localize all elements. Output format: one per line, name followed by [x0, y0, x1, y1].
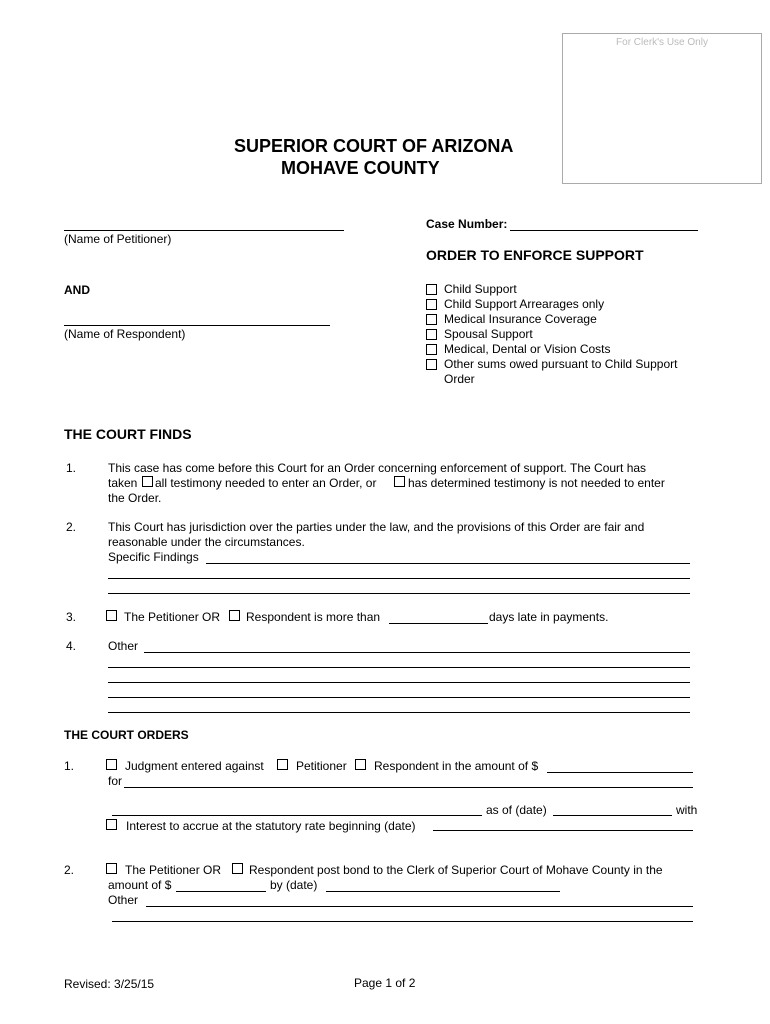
finds-item-2-line1: This Court has jurisdiction over the parties under the law, and the provisions of this Order are fair and: [108, 520, 645, 534]
bond-date-field[interactable]: [326, 891, 560, 892]
specific-findings-line[interactable]: [108, 578, 690, 579]
support-type-label: Medical, Dental or Vision Costs: [444, 342, 611, 356]
case-number-field[interactable]: [510, 230, 698, 231]
finds-item-3-petitioner: The Petitioner OR: [124, 610, 221, 624]
bond-respondent-label: Respondent post bond to the Clerk of Superior Court of Mohave County in the: [249, 863, 663, 877]
court-orders-heading: THE COURT ORDERS: [64, 728, 189, 742]
clerk-use-box: [562, 33, 762, 184]
interest-checkbox[interactable]: [106, 819, 117, 830]
finds-item-1-line3: the Order.: [108, 491, 162, 505]
support-type-label: Medical Insurance Coverage: [444, 312, 597, 326]
specific-findings-line[interactable]: [108, 593, 690, 594]
with-label: with: [676, 803, 698, 817]
finds-item-1-option-a: all testimony needed to enter an Order, or: [155, 476, 377, 490]
petitioner-label: (Name of Petitioner): [64, 232, 172, 246]
support-type-label: Spousal Support: [444, 327, 533, 341]
judgment-for-line[interactable]: [112, 815, 482, 816]
bond-other-line[interactable]: [112, 921, 693, 922]
respondent-label: (Name of Respondent): [64, 327, 186, 341]
other-sums-checkbox[interactable]: [426, 359, 437, 370]
support-type-label: Other sums owed pursuant to Child Support: [444, 357, 678, 371]
judgment-for-line[interactable]: [124, 787, 693, 788]
and-label: AND: [64, 283, 90, 297]
bond-amount-field[interactable]: [176, 891, 266, 892]
finds-item-1-line1: This case has come before this Court for an Order concerning enforcement of support. The Court has: [108, 461, 647, 475]
finds-item-3-days: days late in payments.: [489, 610, 609, 624]
judgment-petitioner-checkbox[interactable]: [277, 759, 288, 770]
as-of-date-label: as of (date): [486, 803, 547, 817]
testimony-not-needed-checkbox[interactable]: [394, 476, 405, 487]
finds-item-4-number: 4.: [66, 639, 77, 653]
judgment-respondent-checkbox[interactable]: [355, 759, 366, 770]
specific-findings-label: Specific Findings: [108, 550, 199, 564]
finds-item-2-line2: reasonable under the circumstances.: [108, 535, 305, 549]
judgment-amount-field[interactable]: [547, 772, 693, 773]
medical-insurance-checkbox[interactable]: [426, 314, 437, 325]
all-testimony-checkbox[interactable]: [142, 476, 153, 487]
bond-other-line[interactable]: [146, 906, 693, 907]
medical-costs-checkbox[interactable]: [426, 344, 437, 355]
petitioner-name-line[interactable]: [64, 230, 344, 231]
interest-date-field[interactable]: [433, 830, 693, 831]
court-finds-heading: THE COURT FINDS: [64, 426, 192, 442]
finds-item-1-number: 1.: [66, 461, 77, 475]
bond-respondent-checkbox[interactable]: [232, 863, 243, 874]
days-late-field[interactable]: [389, 623, 488, 624]
late-respondent-checkbox[interactable]: [229, 610, 240, 621]
bond-amount-label: amount of $: [108, 878, 172, 892]
judgment-label: Judgment entered against: [125, 759, 264, 773]
arrearages-checkbox[interactable]: [426, 299, 437, 310]
respondent-name-line[interactable]: [64, 325, 330, 326]
bond-petitioner-label: The Petitioner OR: [125, 863, 222, 877]
finds-other-line[interactable]: [108, 667, 690, 668]
judgment-for-label: for: [108, 774, 123, 788]
finds-item-3-number: 3.: [66, 610, 77, 624]
finds-item-1-option-b: has determined testimony is not needed to enter: [408, 476, 665, 490]
county-title: MOHAVE COUNTY: [281, 158, 440, 178]
clerk-use-label: For Clerk's Use Only: [616, 37, 708, 48]
orders-item-2-number: 2.: [64, 863, 75, 877]
finds-other-line[interactable]: [108, 682, 690, 683]
bond-date-label: by (date): [270, 878, 318, 892]
late-petitioner-checkbox[interactable]: [106, 610, 117, 621]
support-type-label: Order: [444, 372, 475, 386]
finds-other-line[interactable]: [108, 697, 690, 698]
bond-petitioner-checkbox[interactable]: [106, 863, 117, 874]
spousal-support-checkbox[interactable]: [426, 329, 437, 340]
finds-other-line[interactable]: [144, 652, 690, 653]
revised-date: Revised: 3/25/15: [64, 977, 155, 991]
finds-item-1-taken: taken: [108, 476, 138, 490]
specific-findings-line[interactable]: [206, 563, 690, 564]
bond-other-label: Other: [108, 893, 139, 907]
finds-item-2-number: 2.: [66, 520, 77, 534]
court-title: SUPERIOR COURT OF ARIZONA: [234, 136, 514, 156]
as-of-date-field[interactable]: [553, 815, 672, 816]
support-type-label: Child Support: [444, 282, 517, 296]
case-number-label: Case Number:: [426, 217, 508, 231]
page-number: Page 1 of 2: [354, 976, 416, 990]
judgment-checkbox[interactable]: [106, 759, 117, 770]
finds-other-line[interactable]: [108, 712, 690, 713]
finds-item-3-respondent: Respondent is more than: [246, 610, 381, 624]
finds-other-label: Other: [108, 639, 139, 653]
child-support-checkbox[interactable]: [426, 284, 437, 295]
judgment-petitioner-label: Petitioner: [296, 759, 347, 773]
judgment-respondent-label: Respondent in the amount of $: [374, 759, 539, 773]
order-title: ORDER TO ENFORCE SUPPORT: [426, 247, 644, 263]
orders-item-1-number: 1.: [64, 759, 75, 773]
interest-label: Interest to accrue at the statutory rate beginning (date): [126, 819, 416, 833]
support-type-label: Child Support Arrearages only: [444, 297, 605, 311]
